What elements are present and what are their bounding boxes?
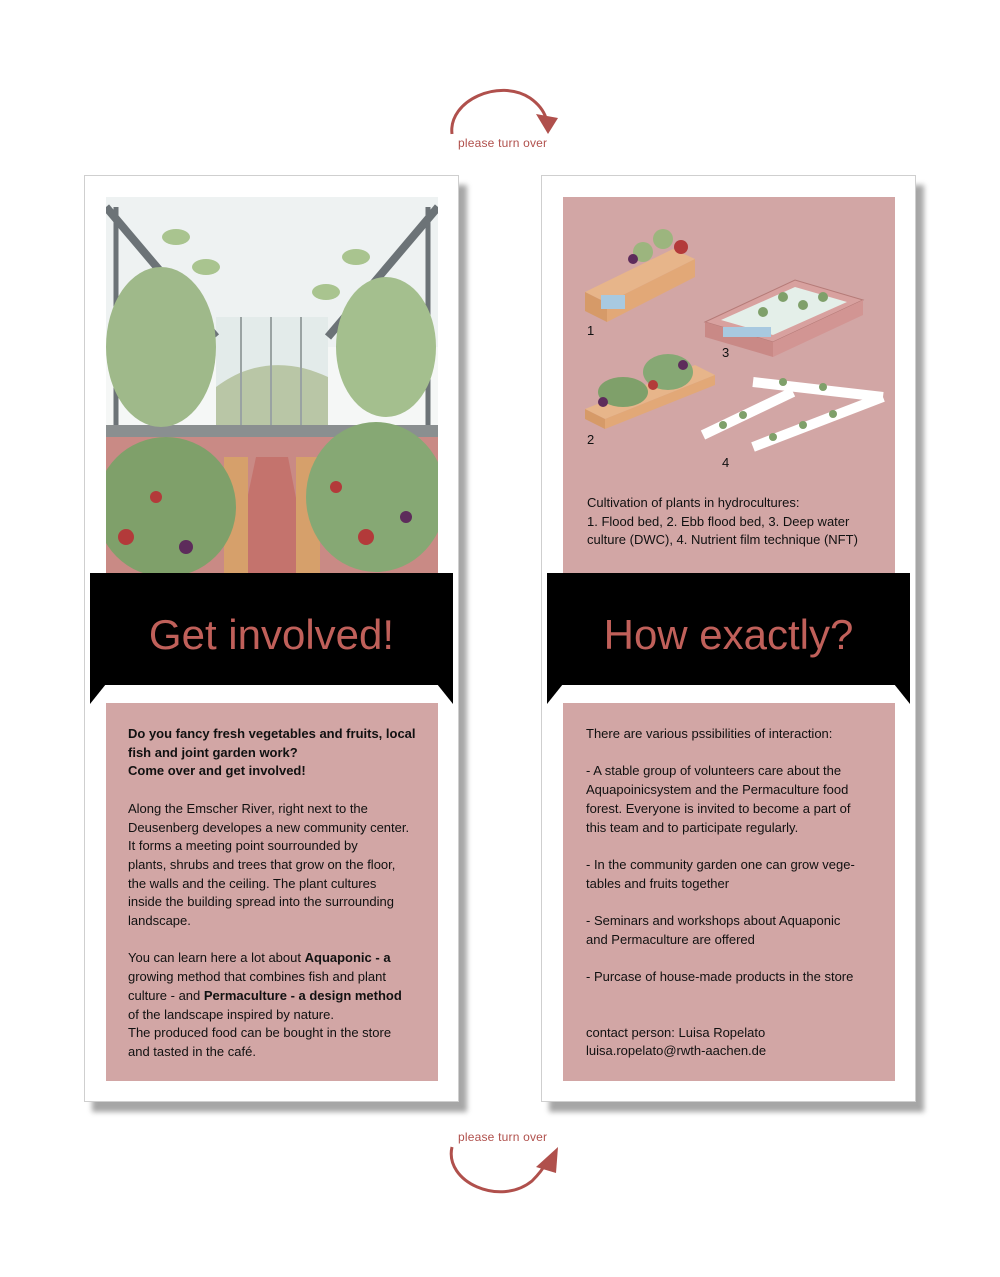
contact-person: contact person: Luisa Ropelato [586, 1024, 766, 1040]
turn-over-bottom [0, 1125, 1000, 1200]
hydroculture-illustration [563, 197, 895, 487]
interaction-item-4: - Purcase of house-made products in the store [586, 969, 854, 985]
figure-number-3: 3 [722, 345, 730, 360]
turn-over-label-bottom: please turn over [458, 1130, 548, 1144]
interaction-item-3: - Seminars and workshops about Aquaponic and Permaculture are offered [586, 912, 841, 947]
back-heading: How exactly? [603, 611, 854, 658]
front-banner [90, 573, 453, 685]
front-body [128, 725, 428, 1080]
contact [586, 1024, 886, 1061]
contact-email[interactable]: luisa.ropelato@rwth-aachen.de [586, 1043, 767, 1059]
front-paragraph-1: Along the Emscher River, right next to the Deusenberg developes a new community center. It forms a meeting point sourrounded by plants, shrubs and trees that grow on the floor, the walls and the ceiling. The plant cultures inside the building spread into the surrounding landscape. [128, 800, 410, 929]
back-banner [547, 573, 910, 685]
banner-fold-right [894, 684, 910, 704]
turn-over-label-top: please turn over [458, 136, 548, 150]
figure-number-4: 4 [722, 455, 730, 470]
front-heading: Get involved! [148, 611, 395, 658]
turn-over-top [0, 80, 1000, 150]
front-paragraph-2: You can learn here a lot about Aquaponic - a growing method that combines fish and plant culture - and Permaculture - a design method of the landscape inspired by nature. The produced food can be bought in the store and tasted in the café. [128, 950, 402, 1059]
banner-fold-left [90, 684, 106, 704]
banner-fold-right [437, 684, 453, 704]
figure-number-1: 1 [587, 323, 595, 338]
interaction-item-2: - In the community garden one can grow vege- tables and fruits together [586, 856, 855, 891]
figure-number-2: 2 [587, 432, 595, 447]
front-intro: Do you fancy fresh vegetables and fruits, local fish and joint garden work? Come over and get involved! [128, 726, 416, 779]
figure-caption: Cultivation of plants in hydrocultures: 1. Flood bed, 2. Ebb flood bed, 3. Deep water culture (DWC), 4. Nutrient film technique (NFT) [587, 495, 858, 547]
flyer-front [84, 175, 459, 1102]
back-body [586, 725, 886, 1080]
flyer-back [541, 175, 916, 1102]
turn-over-arrow-icon [440, 80, 570, 140]
turn-over-arrow-icon [440, 1137, 570, 1207]
greenhouse-illustration [106, 197, 438, 575]
interaction-item-1: - A stable group of volunteers care about the Aquapoinicsystem and the Permaculture food forest. Everyone is invited to become a part of this team and to participate regularly. [586, 763, 851, 835]
banner-fold-left [547, 684, 563, 704]
back-intro: There are various pssibilities of interaction: [586, 726, 833, 741]
